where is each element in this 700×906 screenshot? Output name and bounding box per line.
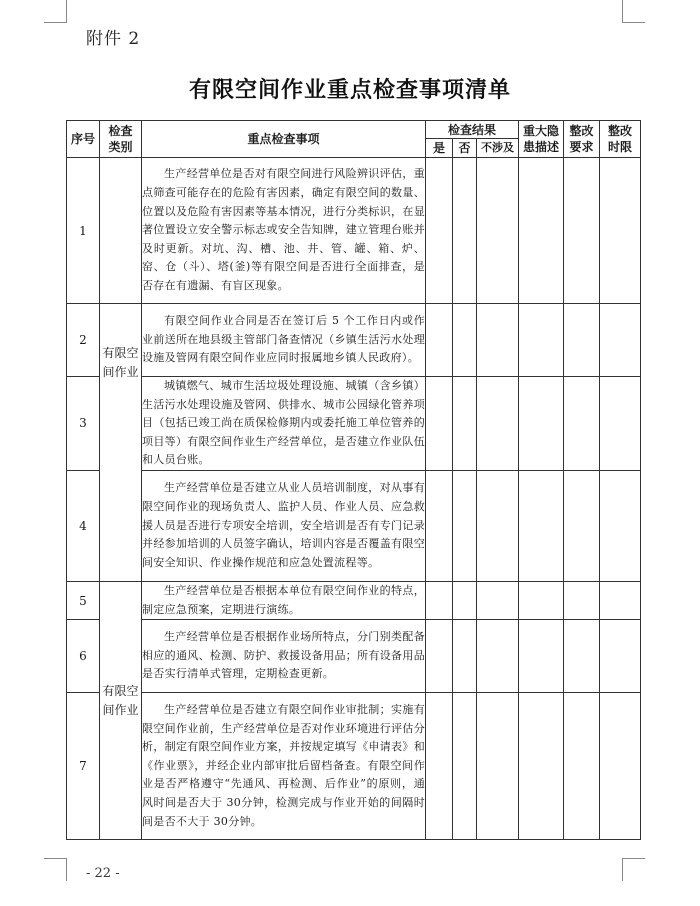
crop-mark-bottom-left bbox=[44, 858, 67, 881]
cell-na[interactable] bbox=[477, 304, 519, 377]
row-number: 3 bbox=[67, 377, 100, 471]
cell-hazard[interactable] bbox=[519, 158, 564, 304]
table-row bbox=[67, 304, 641, 377]
header-no-result: 否 bbox=[453, 139, 477, 158]
cell-rectify-time[interactable] bbox=[600, 377, 641, 471]
check-item: 生产经营单位是否建立有限空间作业审批制；实施有限空间作业前，生产经营单位是否对作业环境进行评估分析，制定有限空间作业方案，并按规定填写《申请表》和《作业票》，并经企业内部审批后留档备查。有限空间作业是否严格遵守“先通风、再检测、后作业”的原则，通风时间是否大于 30分钟，检测完成与作业开始的间隔时间是否不大于 30分钟。 bbox=[142, 693, 426, 840]
cell-yes[interactable] bbox=[426, 304, 453, 377]
table-row bbox=[67, 470, 641, 581]
cell-na[interactable] bbox=[477, 470, 519, 581]
cell-na[interactable] bbox=[477, 693, 519, 840]
category-cell: 有限空间作业 bbox=[100, 581, 142, 839]
cell-hazard[interactable] bbox=[519, 377, 564, 471]
cell-rectify-req[interactable] bbox=[564, 581, 600, 619]
header-item: 重点检查事项 bbox=[142, 121, 426, 158]
cell-no[interactable] bbox=[453, 620, 477, 693]
check-item: 有限空间作业合同是否在签订后 5 个工作日内或作业前送所在地县级主管部门备查情况（乡镇生活污水处理设施及管网有限空间作业应同时报属地乡镇人民政府）。 bbox=[142, 304, 426, 377]
check-item: 城镇燃气、城市生活垃圾处理设施、城镇（含乡镇）生活污水处理设施及管网、供排水、城市公园绿化管养项目（包括已竣工尚在质保检修期内或委托施工单位管养的项目等）有限空间作业生产经营单位，是否建立作业队伍和人员台账。 bbox=[142, 377, 426, 471]
cell-rectify-req[interactable] bbox=[564, 470, 600, 581]
row-number: 5 bbox=[67, 581, 100, 619]
row-number: 4 bbox=[67, 470, 100, 581]
header-result: 检查结果 bbox=[426, 121, 519, 139]
category-cell: 有限空间作业 bbox=[100, 304, 142, 582]
check-item: 生产经营单位是否对有限空间进行风险辨识评估，重点筛查可能存在的危险有害因素，确定有限空间的数量、位置以及危险有害因素等基本情况，进行分类标识，在显著位置设立安全警示标志或安全告知牌，建立管理台账并及时更新。对坑、沟、槽、池、井、管、罐、箱、炉、窑、仓（斗）、塔(釜)等有限空间是否进行全面排查，是否存在有遗漏、有盲区现象。 bbox=[142, 158, 426, 304]
cell-hazard[interactable] bbox=[519, 581, 564, 619]
header-rectify-requirement: 整改要求 bbox=[564, 121, 600, 158]
cell-hazard[interactable] bbox=[519, 693, 564, 840]
cell-no[interactable] bbox=[453, 581, 477, 619]
check-item: 生产经营单位是否根据作业场所特点，分门别类配备相应的通风、检测、防护、救援设备用品；所有设备用品是否实行清单式管理，定期检查更新。 bbox=[142, 620, 426, 693]
cell-yes[interactable] bbox=[426, 158, 453, 304]
header-no: 序号 bbox=[67, 121, 100, 158]
cell-yes[interactable] bbox=[426, 470, 453, 581]
cell-rectify-time[interactable] bbox=[600, 470, 641, 581]
cell-no[interactable] bbox=[453, 158, 477, 304]
table-row bbox=[67, 620, 641, 693]
cell-yes[interactable] bbox=[426, 377, 453, 471]
cell-na[interactable] bbox=[477, 581, 519, 619]
cell-hazard[interactable] bbox=[519, 620, 564, 693]
header-category: 检查类别 bbox=[100, 121, 142, 158]
page-number: - 22 - bbox=[86, 866, 120, 881]
header-rectify-deadline: 整改时限 bbox=[600, 121, 641, 158]
cell-no[interactable] bbox=[453, 470, 477, 581]
header-yes: 是 bbox=[426, 139, 453, 158]
cell-no[interactable] bbox=[453, 304, 477, 377]
cell-rectify-req[interactable] bbox=[564, 158, 600, 304]
check-item: 生产经营单位是否建立从业人员培训制度，对从事有限空间作业的现场负责人、监护人员、作业人员、应急救援人员是否进行专项安全培训，安全培训是否有专门记录并经参加培训的人员签字确认，培训内容是否覆盖有限空间安全知识、作业操作规范和应急处置流程等。 bbox=[142, 470, 426, 581]
cell-rectify-req[interactable] bbox=[564, 377, 600, 471]
cell-rectify-req[interactable] bbox=[564, 304, 600, 377]
document-title: 有限空间作业重点检查事项清单 bbox=[188, 77, 511, 103]
cell-rectify-time[interactable] bbox=[600, 581, 641, 619]
row-number: 7 bbox=[67, 693, 100, 840]
cell-hazard[interactable] bbox=[519, 470, 564, 581]
table-row bbox=[67, 581, 641, 619]
cell-no[interactable] bbox=[453, 693, 477, 840]
cell-no[interactable] bbox=[453, 377, 477, 471]
cell-rectify-req[interactable] bbox=[564, 620, 600, 693]
row-number: 1 bbox=[67, 158, 100, 304]
cell-rectify-req[interactable] bbox=[564, 693, 600, 840]
cell-hazard[interactable] bbox=[519, 304, 564, 377]
check-item: 生产经营单位是否根据本单位有限空间作业的特点，制定应急预案，定期进行演练。 bbox=[142, 581, 426, 619]
cell-rectify-time[interactable] bbox=[600, 620, 641, 693]
cell-na[interactable] bbox=[477, 620, 519, 693]
crop-mark-top-right bbox=[622, 0, 645, 23]
cell-na[interactable] bbox=[477, 158, 519, 304]
cell-yes[interactable] bbox=[426, 620, 453, 693]
table-row bbox=[67, 693, 641, 840]
table-row bbox=[67, 377, 641, 471]
cell-rectify-time[interactable] bbox=[600, 693, 641, 840]
cell-na[interactable] bbox=[477, 377, 519, 471]
cell-rectify-time[interactable] bbox=[600, 158, 641, 304]
cell-yes[interactable] bbox=[426, 693, 453, 840]
cell-yes[interactable] bbox=[426, 581, 453, 619]
row-number: 6 bbox=[67, 620, 100, 693]
table-row bbox=[67, 158, 641, 304]
header-hazard: 重大隐患描述 bbox=[519, 121, 564, 158]
header-not-applicable: 不涉及 bbox=[477, 139, 519, 158]
attachment-label: 附件 2 bbox=[86, 29, 141, 49]
crop-mark-bottom-right bbox=[622, 858, 645, 881]
checklist-table bbox=[66, 120, 641, 840]
cell-rectify-time[interactable] bbox=[600, 304, 641, 377]
row-number: 2 bbox=[67, 304, 100, 377]
crop-mark-top-left bbox=[44, 0, 67, 23]
